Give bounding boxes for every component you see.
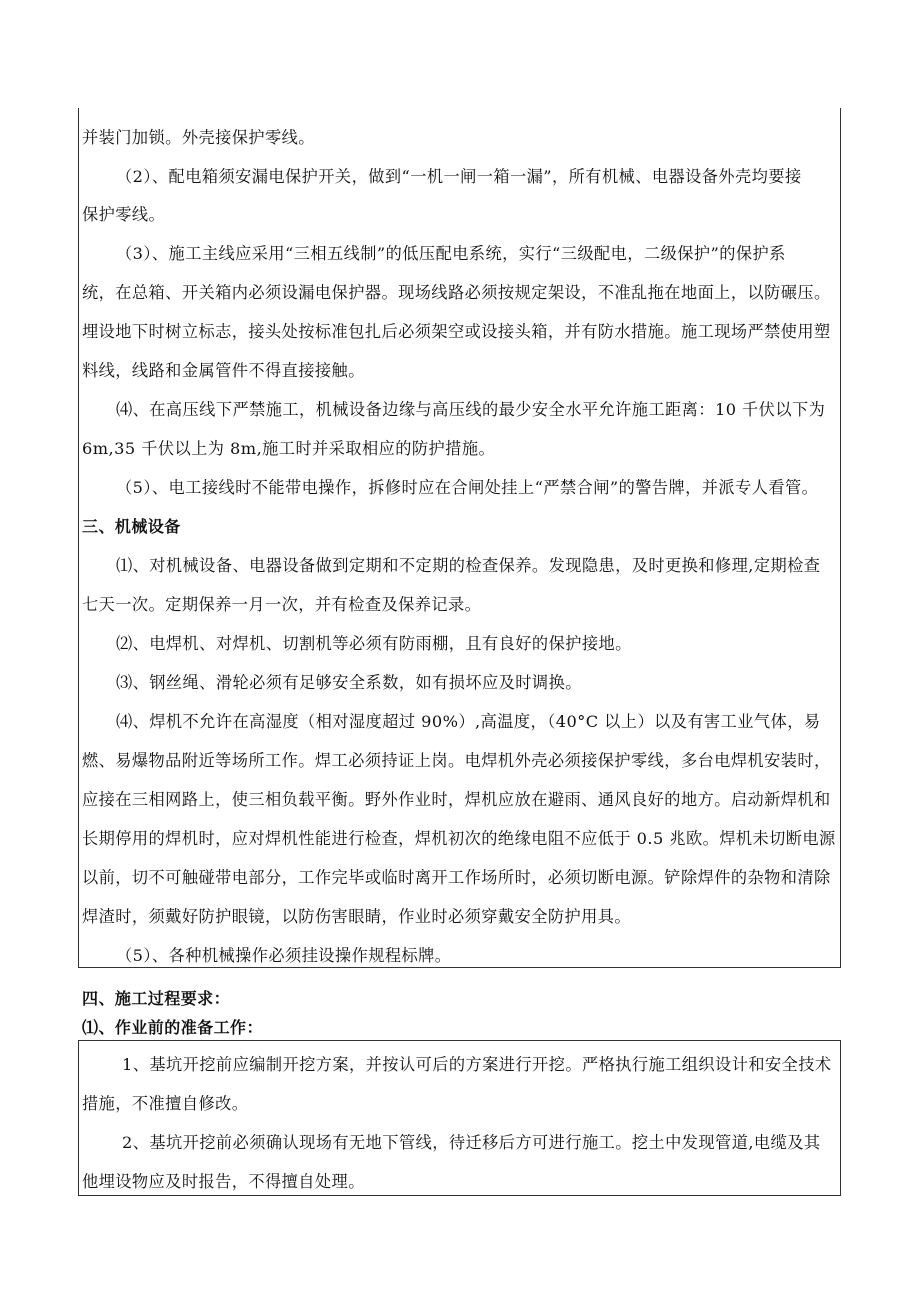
paragraph-line: 埋设地下时树立标志，接头处按标准包扎后必须架空或设接头箱，并有防水措施。施工现场严禁使用塑 xyxy=(82,322,831,341)
subsection-heading-preparation: ⑴、作业前的准备工作： xyxy=(82,1018,263,1037)
paragraph-line: ⑷、焊机不允许在高湿度（相对湿度超过 90%）,高温度，（40°C 以上）以及有害工业气体，易 xyxy=(116,712,821,731)
paragraph-line: 料线，线路和金属管件不得直接接触。 xyxy=(82,361,365,380)
section-heading-machinery: 三、机械设备 xyxy=(82,517,181,536)
paragraph-line: 燃、易爆物品附近等场所工作。焊工必须持证上岗。电焊机外壳必须接保护零线，多台电焊机安装时， xyxy=(82,751,831,770)
paragraph-line: （5）、电工接线时不能带电操作，拆修时应在合闸处挂上“严禁合闸”的警告牌，并派专人看管。 xyxy=(116,478,819,497)
paragraph-line: 6m,35 千伏以上为 8m,施工时并采取相应的防护措施。 xyxy=(82,439,496,458)
paragraph-line: （5）、各种机械操作必须挂设操作规程标牌。 xyxy=(116,946,452,965)
paragraph-line: 以前，切不可触碰带电部分，工作完毕或临时离开工作场所时，必须切断电源。铲除焊件的杂物和清除 xyxy=(82,868,831,887)
paragraph-line: 应接在三相网路上，使三相负载平衡。野外作业时，焊机应放在避雨、通风良好的地方。启动新焊机和 xyxy=(82,790,831,809)
paragraph-line: （2）、配电箱须安漏电保护开关，做到“一机一闸一箱一漏”，所有机械、电器设备外壳均要接 xyxy=(116,167,802,186)
paragraph-line: 并装门加锁。外壳接保护零线。 xyxy=(82,128,315,147)
paragraph-line: 2、基坑开挖前必须确认现场有无地下管线，待迁移后方可进行施工。挖土中发现管道,电缆及其 xyxy=(122,1133,821,1152)
paragraph-line: ⑷、在高压线下严禁施工，机械设备边缘与高压线的最少安全水平允许施工距离：10 千伏以下为 xyxy=(116,400,826,419)
paragraph-line: ⑵、电焊机、对焊机、切割机等必须有防雨棚，且有良好的保护接地。 xyxy=(116,634,632,653)
paragraph-line: 保护零线。 xyxy=(82,205,166,224)
section-heading-process: 四、施工过程要求： xyxy=(82,989,231,1008)
paragraph-line: 1、基坑开挖前应编制开挖方案，并按认可后的方案进行开挖。严格执行施工组织设计和安全技术 xyxy=(122,1055,832,1074)
paragraph-line: 七天一次。定期保养一月一次，并有检查及保养记录。 xyxy=(82,595,482,614)
paragraph-line: 措施，不准擅自修改。 xyxy=(82,1094,249,1113)
paragraph-line: 焊渣时，须戴好防护眼镜，以防伤害眼睛，作业时必须穿戴安全防护用具。 xyxy=(82,907,632,926)
paragraph-line: ⑶、钢丝绳、滑轮必须有足够安全系数，如有损坏应及时调换。 xyxy=(116,673,582,692)
paragraph-line: ⑴、对机械设备、电器设备做到定期和不定期的检查保养。发现隐患，及时更换和修理,定期检查 xyxy=(116,556,821,575)
paragraph-line: （3）、施工主线应采用“三相五线制”的低压配电系统，实行“三级配电，二级保护”的保护系 xyxy=(116,244,786,263)
paragraph-line: 统，在总箱、开关箱内必须设漏电保护器。现场线路必须按规定架设，不准乱拖在地面上，以防碾压。 xyxy=(82,283,831,302)
paragraph-line: 长期停用的焊机时，应对焊机性能进行检查，焊机初次的绝缘电阻不应低于 0.5 兆欧。焊机未切断电源 xyxy=(82,829,836,848)
paragraph-line: 他埋设物应及时报告，不得擅自处理。 xyxy=(82,1172,365,1191)
